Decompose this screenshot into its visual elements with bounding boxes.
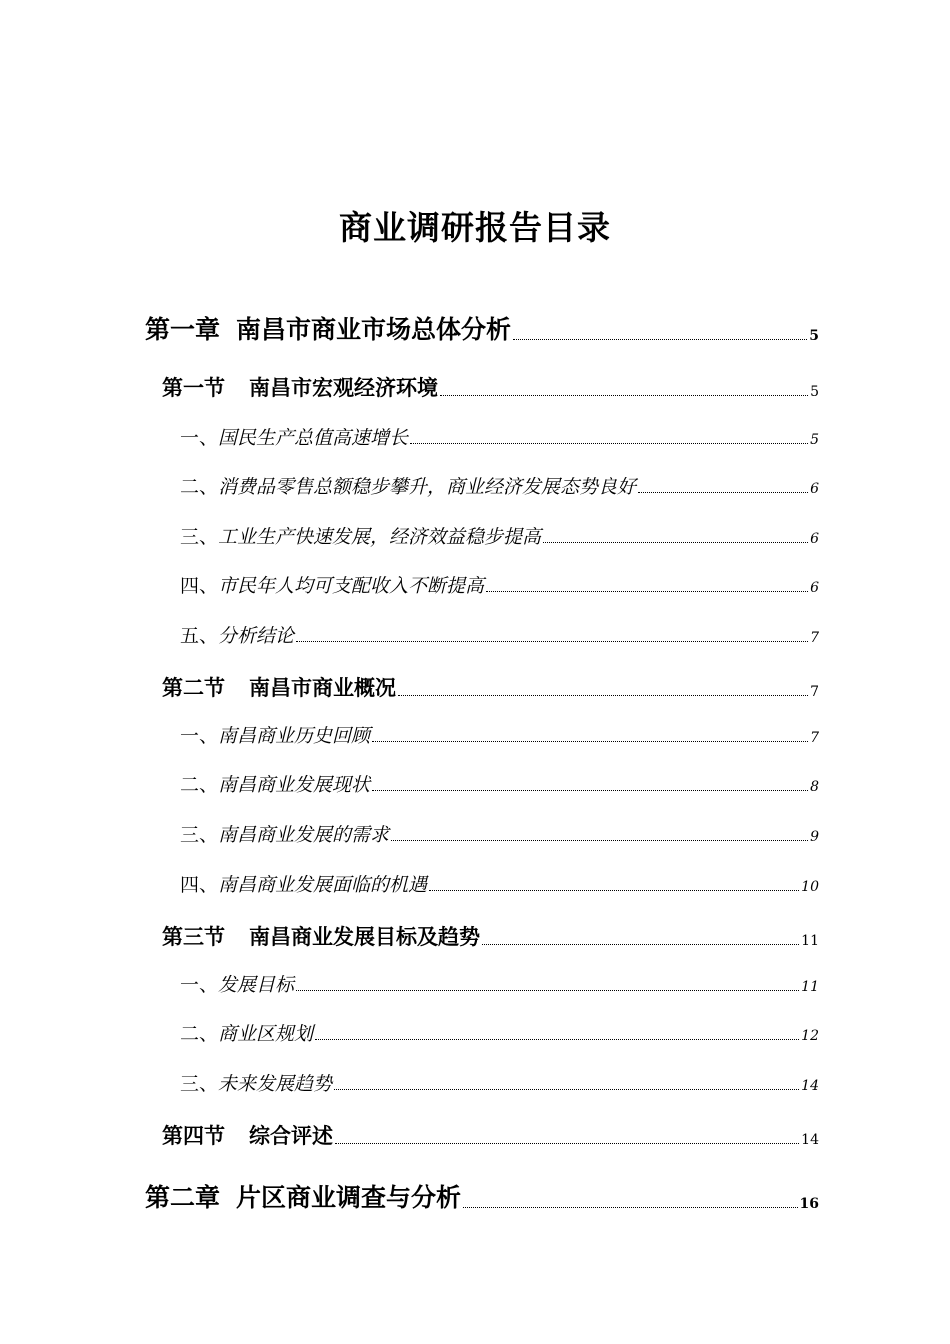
toc-entry-title: 南昌商业发展的需求 (218, 824, 390, 846)
toc-entry-page: 6 (810, 481, 819, 497)
toc-entry-number: 三、 (180, 526, 219, 548)
toc-dot-leader (638, 492, 808, 493)
toc-entry-page: 6 (810, 580, 819, 596)
toc-entry-title: 市民年人均可支配收入不断提高 (218, 575, 485, 597)
toc-entry-title: 消费品零售总额稳步攀升，商业经济发展态势良好 (218, 476, 637, 498)
toc-entry-item[interactable] (180, 519, 819, 549)
toc-entry-number: 二、 (180, 1023, 219, 1045)
toc-entry-section-3[interactable] (162, 917, 819, 951)
toc-entry-page: 14 (801, 1078, 819, 1094)
toc-entry-number: 五、 (180, 625, 219, 647)
toc-entry-page: 9 (810, 829, 819, 845)
toc-entry-item[interactable] (180, 967, 819, 997)
toc-entry-title: 片区商业调查与分析 (236, 1183, 462, 1212)
toc-entry-number: 第二章 (145, 1183, 221, 1212)
toc-entry-page: 7 (810, 630, 819, 646)
toc-entry-item[interactable] (180, 568, 819, 598)
toc-entry-section-2[interactable] (162, 668, 819, 702)
toc-dot-leader (398, 695, 808, 696)
toc-entry-number: 第四节 (162, 1124, 225, 1148)
toc-dot-leader (296, 990, 799, 991)
toc-entry-number: 四、 (180, 575, 219, 597)
toc-entry-number: 二、 (180, 774, 219, 796)
toc-dot-leader (372, 741, 808, 742)
toc-entry-page: 8 (810, 779, 819, 795)
toc-entry-item[interactable] (180, 1016, 819, 1046)
toc-entry-item[interactable] (180, 420, 819, 450)
toc-entry-title: 南昌商业发展目标及趋势 (249, 925, 480, 949)
toc-entry-item[interactable] (180, 618, 819, 648)
toc-dot-leader (372, 790, 808, 791)
toc-entry-page: 5 (810, 432, 819, 448)
toc-entry-number: 一、 (180, 725, 219, 747)
toc-entry-number: 三、 (180, 1073, 219, 1095)
toc-entry-page: 11 (801, 979, 819, 995)
toc-dot-leader (315, 1039, 799, 1040)
toc-entry-section-1[interactable] (162, 368, 819, 402)
toc-dot-leader (463, 1207, 797, 1208)
toc-entry-title: 综合评述 (249, 1124, 333, 1148)
toc-entry-item[interactable] (180, 718, 819, 748)
toc-entry-title: 南昌市商业概况 (249, 676, 396, 700)
toc-entry-title: 南昌商业发展面临的机遇 (218, 874, 428, 896)
toc-entry-page: 5 (809, 328, 819, 344)
toc-dot-leader (429, 890, 799, 891)
toc-entry-number: 三、 (180, 824, 219, 846)
toc-dot-leader (391, 840, 808, 841)
toc-entry-title: 发展目标 (218, 974, 295, 996)
toc-entry-page: 6 (810, 531, 819, 547)
toc-entry-title: 分析结论 (218, 625, 295, 647)
toc-entry-title: 南昌商业发展现状 (218, 774, 371, 796)
toc-entry-section-4[interactable] (162, 1116, 819, 1150)
toc-entry-title: 国民生产总值高速增长 (218, 427, 409, 449)
toc-entry-item[interactable] (180, 1066, 819, 1096)
toc-entry-page: 12 (801, 1028, 819, 1044)
toc-entry-number: 第一章 (145, 315, 221, 344)
toc-dot-leader (486, 591, 808, 592)
toc-dot-leader (513, 339, 807, 340)
toc-dot-leader (410, 443, 808, 444)
document-title: 商业调研报告目录 (339, 208, 611, 247)
toc-entry-number: 第一节 (162, 376, 225, 400)
toc-entry-item[interactable] (180, 469, 819, 499)
toc-entry-title: 工业生产快速发展，经济效益稳步提高 (218, 526, 542, 548)
toc-entry-page: 11 (801, 933, 819, 949)
toc-entry-title: 南昌市宏观经济环境 (249, 376, 438, 400)
toc-entry-chapter-1[interactable] (145, 306, 819, 346)
toc-entry-number: 第二节 (162, 676, 225, 700)
toc-entry-page: 14 (801, 1132, 819, 1148)
toc-entry-title: 南昌商业历史回顾 (218, 725, 371, 747)
toc-entry-title: 商业区规划 (218, 1023, 314, 1045)
toc-dot-leader (296, 641, 808, 642)
toc-entry-number: 四、 (180, 874, 219, 896)
toc-entry-chapter-2[interactable] (145, 1174, 819, 1214)
toc-entry-item[interactable] (180, 767, 819, 797)
toc-entry-item[interactable] (180, 867, 819, 897)
toc-dot-leader (334, 1089, 799, 1090)
toc-dot-leader (335, 1143, 799, 1144)
toc-entry-page: 7 (810, 730, 819, 746)
toc-entry-item[interactable] (180, 817, 819, 847)
toc-entry-page: 7 (810, 684, 819, 700)
toc-entry-title: 未来发展趋势 (218, 1073, 333, 1095)
toc-entry-number: 一、 (180, 427, 219, 449)
toc-entry-page: 10 (801, 879, 819, 895)
toc-entry-page: 5 (810, 384, 819, 400)
toc-dot-leader (482, 944, 799, 945)
toc-entry-number: 第三节 (162, 925, 225, 949)
toc-entry-number: 二、 (180, 476, 219, 498)
toc-entry-page: 16 (799, 1196, 819, 1212)
toc-entry-title: 南昌市商业市场总体分析 (236, 315, 512, 344)
toc-entry-number: 一、 (180, 974, 219, 996)
toc-dot-leader (440, 395, 808, 396)
toc-dot-leader (543, 542, 808, 543)
